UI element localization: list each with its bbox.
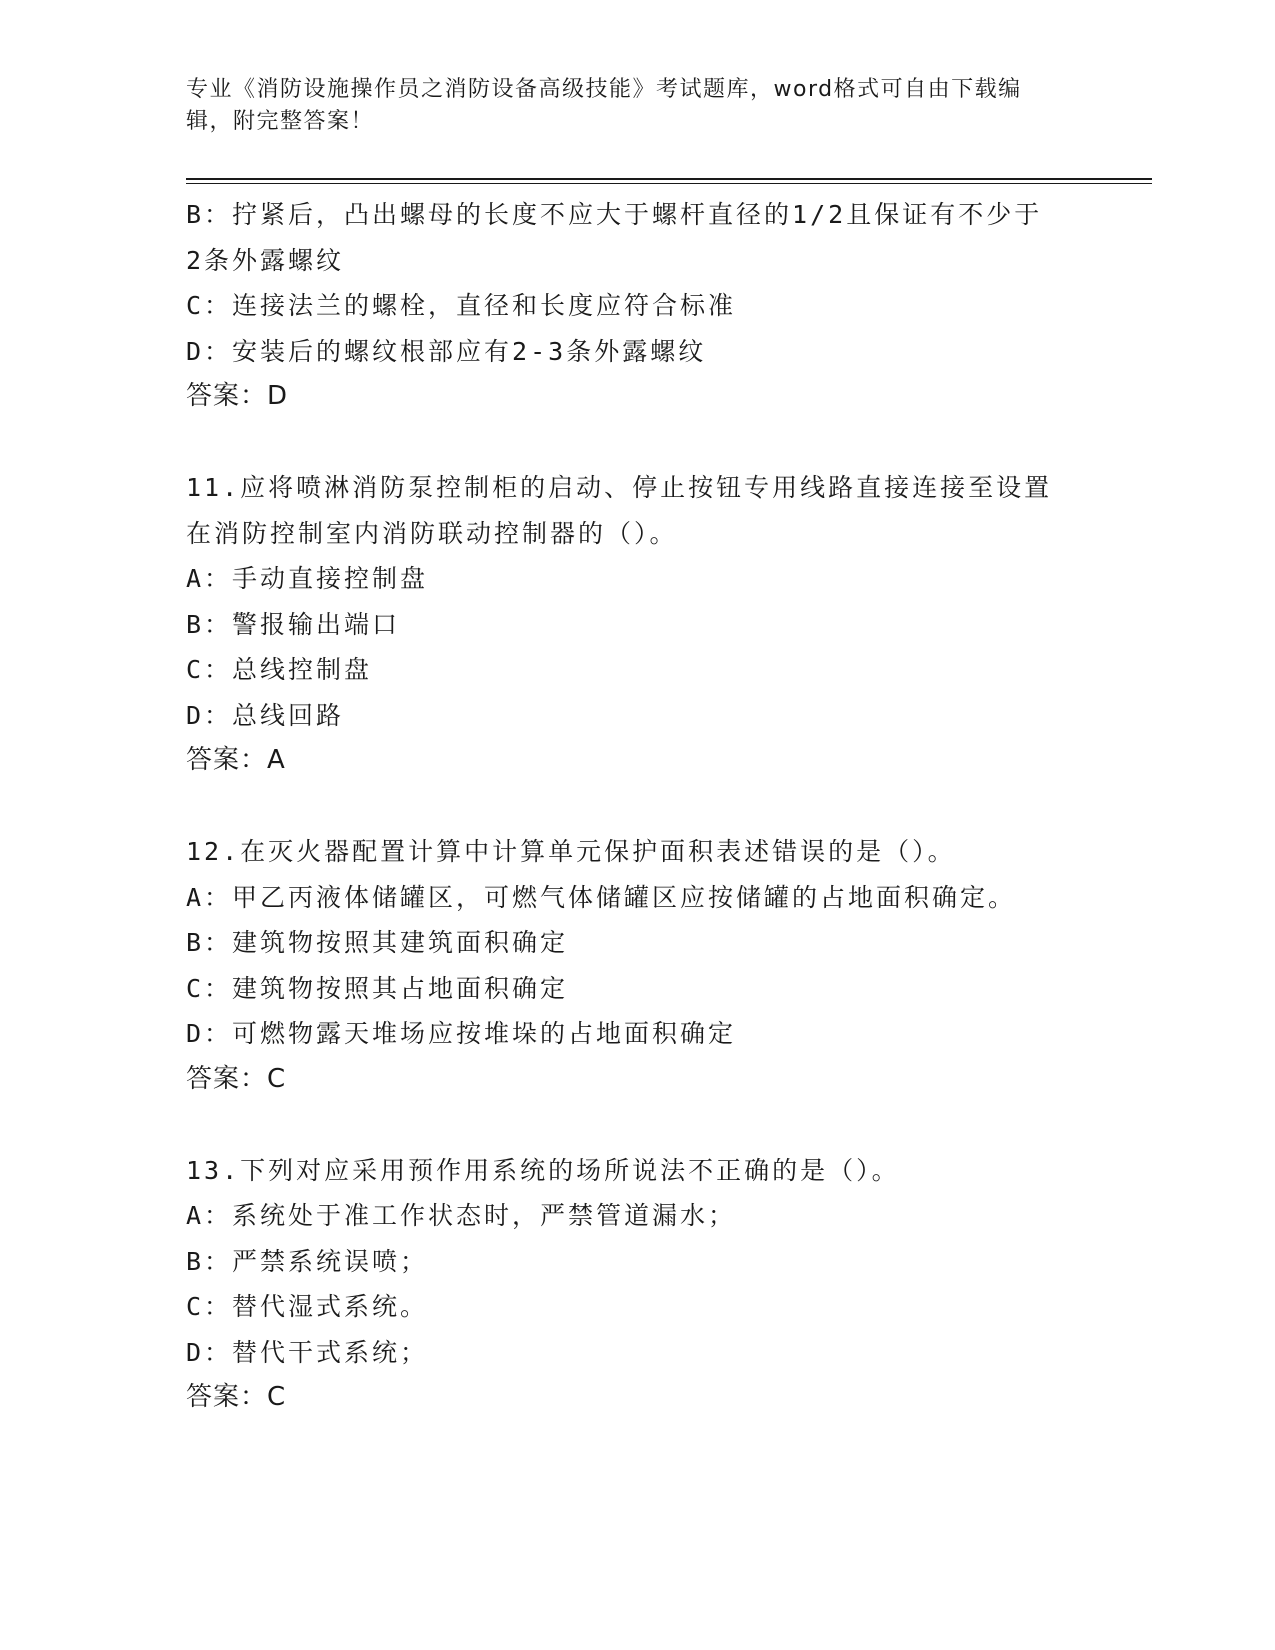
option-a: A：系统处于准工作状态时，严禁管道漏水； [186,1201,737,1230]
question-gap [186,420,1086,466]
header-divider-thick [186,178,1152,180]
option-d: D：替代干式系统； [186,1337,429,1367]
header-divider-thin [186,183,1152,184]
option-b: B：拧紧后，凸出螺母的长度不应大于螺杆直径的1/2且保证有不少于 [186,200,1043,229]
option-b: B：警报输出端口 [186,609,401,639]
header-line-2: 辑，附完整答案！ [186,109,375,134]
question-11 [186,465,1086,784]
option-a: A：手动直接控制盘 [186,564,429,593]
option-d: D：可燃物露天堆场应按堆垛的占地面积确定 [186,1019,737,1048]
option-a: A：甲乙丙液体储罐区，可燃气体储罐区应按储罐的占地面积确定。 [186,882,1017,912]
header-line-1: 专业《消防设施操作员之消防设备高级技能》考试题库，word格式可自由下载编 [186,77,1022,102]
answer-label: 答案：C [186,1063,287,1094]
option-d: D：安装后的螺纹根部应有2-3条外露螺纹 [186,336,707,366]
document-header [186,74,1066,138]
option-c: C：总线控制盘 [186,655,373,684]
question-stem: 12.在灭火器配置计算中计算单元保护面积表述错误的是（）。 [186,837,956,866]
option-b-continued: 2条外露螺纹 [186,245,345,275]
question-list [186,192,1086,1421]
question-stem-continued: 在消防控制室内消防联动控制器的（）。 [186,518,678,548]
answer-label: 答案：D [186,381,289,411]
question-stem: 13.下列对应采用预作用系统的场所说法不正确的是（）。 [186,1155,900,1185]
question-13 [186,1148,1086,1421]
answer-label: 答案：A [186,745,286,775]
question-10-tail [186,192,1086,420]
answer-label: 答案：C [186,1382,287,1412]
option-b: B：严禁系统误喷； [186,1246,429,1276]
question-12 [186,829,1086,1102]
question-gap [186,1102,1086,1148]
question-stem: 11.应将喷淋消防泵控制柜的启动、停止按钮专用线路直接连接至设置 [186,473,1053,502]
option-b: B：建筑物按照其建筑面积确定 [186,928,569,957]
option-c: C：连接法兰的螺栓，直径和长度应符合标准 [186,291,737,320]
option-c: C：替代湿式系统。 [186,1292,429,1321]
option-c: C：建筑物按照其占地面积确定 [186,973,569,1003]
question-gap [186,784,1086,830]
option-d: D：总线回路 [186,700,345,730]
